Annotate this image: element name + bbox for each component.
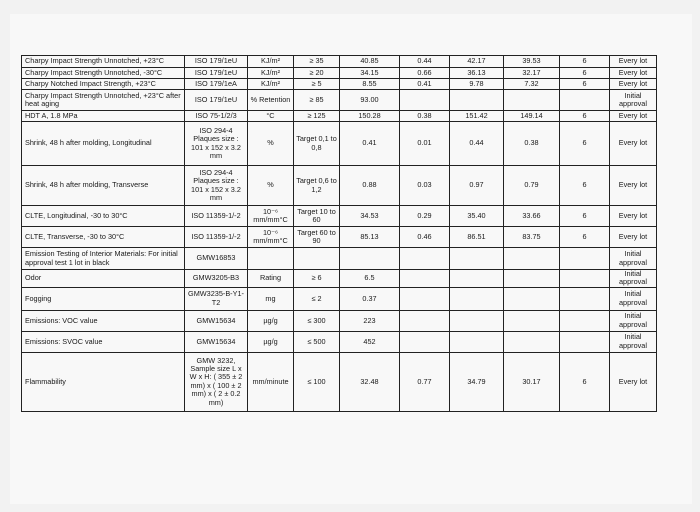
cell-spec: ≥ 20 <box>294 68 340 79</box>
cell-property: Charpy Notched Impact Strength, +23°C <box>22 79 185 90</box>
cell-n: 6 <box>560 122 610 166</box>
cell-property: HDT A, 1.8 MPa <box>22 111 185 122</box>
cell-freq: Every lot <box>610 79 657 90</box>
cell-max: 42.17 <box>450 56 504 68</box>
cell-method: ISO 179/1eA <box>185 79 248 90</box>
cell-max: 86.51 <box>450 227 504 248</box>
cell-unit: Rating <box>248 270 294 288</box>
cell-property: Charpy Impact Strength Unnotched, +23°C after heat aging <box>22 90 185 111</box>
cell-avg: 40.85 <box>340 56 400 68</box>
cell-spec: ≤ 100 <box>294 352 340 411</box>
cell-max: 9.78 <box>450 79 504 90</box>
cell-property: Emission Testing of Interior Materials: For initial approval test 1 lot in black <box>22 248 185 270</box>
cell-max <box>450 270 504 288</box>
table-row <box>22 166 657 206</box>
cell-min <box>504 248 560 270</box>
cell-spec: ≤ 300 <box>294 310 340 331</box>
cell-sd: 0.01 <box>400 122 450 166</box>
cell-min: 39.53 <box>504 56 560 68</box>
cell-n: 6 <box>560 227 610 248</box>
cell-method: ISO 179/1eU <box>185 90 248 111</box>
cell-property: Shrink, 48 h after molding, Transverse <box>22 166 185 206</box>
cell-n <box>560 248 610 270</box>
cell-spec: ≥ 6 <box>294 270 340 288</box>
table-row <box>22 79 657 90</box>
cell-freq: Every lot <box>610 352 657 411</box>
cell-sd <box>400 248 450 270</box>
cell-max <box>450 310 504 331</box>
cell-spec: ≥ 5 <box>294 79 340 90</box>
cell-sd <box>400 310 450 331</box>
cell-freq: Every lot <box>610 206 657 227</box>
cell-unit: mm/minute <box>248 352 294 411</box>
cell-n: 6 <box>560 68 610 79</box>
cell-max: 35.40 <box>450 206 504 227</box>
cell-max: 151.42 <box>450 111 504 122</box>
cell-freq: Every lot <box>610 111 657 122</box>
cell-max <box>450 248 504 270</box>
cell-n <box>560 331 610 352</box>
cell-avg: 34.53 <box>340 206 400 227</box>
table-row <box>22 352 657 411</box>
cell-spec: Target 0,1 to 0,8 <box>294 122 340 166</box>
cell-max: 34.79 <box>450 352 504 411</box>
cell-n: 6 <box>560 56 610 68</box>
cell-sd: 0.46 <box>400 227 450 248</box>
cell-freq: Every lot <box>610 122 657 166</box>
cell-unit: % <box>248 122 294 166</box>
cell-unit: % <box>248 166 294 206</box>
cell-method: ISO 11359-1/-2 <box>185 206 248 227</box>
cell-method: GMW15634 <box>185 331 248 352</box>
cell-property: Emissions: VOC value <box>22 310 185 331</box>
cell-property: Odor <box>22 270 185 288</box>
cell-method: ISO 294-4 Plaques size : 101 x 152 x 3.2 mm <box>185 166 248 206</box>
cell-min <box>504 331 560 352</box>
cell-n <box>560 310 610 331</box>
cell-n: 6 <box>560 206 610 227</box>
cell-property: Charpy Impact Strength Unnotched, +23°C <box>22 56 185 68</box>
cell-sd <box>400 270 450 288</box>
table-row <box>22 331 657 352</box>
cell-property: Charpy Impact Strength Unnotched, -30°C <box>22 68 185 79</box>
table-row <box>22 56 657 68</box>
cell-avg: 32.48 <box>340 352 400 411</box>
cell-spec: ≥ 125 <box>294 111 340 122</box>
cell-freq: Initial approval <box>610 270 657 288</box>
cell-method: GMW3205-B3 <box>185 270 248 288</box>
cell-unit: % Retention <box>248 90 294 111</box>
cell-freq: Initial approval <box>610 310 657 331</box>
cell-unit: KJ/m² <box>248 79 294 90</box>
cell-method: GMW15634 <box>185 310 248 331</box>
cell-method: GMW16853 <box>185 248 248 270</box>
cell-unit: KJ/m² <box>248 68 294 79</box>
cell-sd: 0.41 <box>400 79 450 90</box>
cell-method: GMW3235-B-Y1-T2 <box>185 287 248 310</box>
cell-avg: 34.15 <box>340 68 400 79</box>
cell-unit: µg/g <box>248 310 294 331</box>
cell-sd: 0.03 <box>400 166 450 206</box>
table-row <box>22 248 657 270</box>
cell-min <box>504 90 560 111</box>
cell-unit <box>248 248 294 270</box>
cell-method: ISO 11359-1/-2 <box>185 227 248 248</box>
cell-freq: Initial approval <box>610 248 657 270</box>
cell-min: 0.38 <box>504 122 560 166</box>
cell-unit: 10⁻⁶ mm/mm°C <box>248 227 294 248</box>
cell-freq: Initial approval <box>610 331 657 352</box>
cell-method: ISO 179/1eU <box>185 56 248 68</box>
cell-sd: 0.29 <box>400 206 450 227</box>
test-results-table <box>21 55 657 412</box>
cell-avg <box>340 248 400 270</box>
cell-sd: 0.66 <box>400 68 450 79</box>
cell-n <box>560 287 610 310</box>
cell-spec <box>294 248 340 270</box>
cell-spec: ≤ 2 <box>294 287 340 310</box>
cell-property: Emissions: SVOC value <box>22 331 185 352</box>
cell-min: 32.17 <box>504 68 560 79</box>
cell-freq: Every lot <box>610 68 657 79</box>
table-row <box>22 270 657 288</box>
cell-avg: 150.28 <box>340 111 400 122</box>
cell-min: 33.66 <box>504 206 560 227</box>
cell-freq: Every lot <box>610 166 657 206</box>
cell-n: 6 <box>560 111 610 122</box>
cell-max <box>450 90 504 111</box>
table-row <box>22 206 657 227</box>
cell-freq: Initial approval <box>610 287 657 310</box>
table-row <box>22 122 657 166</box>
cell-min: 0.79 <box>504 166 560 206</box>
cell-n: 6 <box>560 166 610 206</box>
cell-sd: 0.77 <box>400 352 450 411</box>
cell-avg: 6.5 <box>340 270 400 288</box>
cell-freq: Every lot <box>610 227 657 248</box>
cell-unit: µg/g <box>248 331 294 352</box>
cell-sd <box>400 331 450 352</box>
cell-min: 7.32 <box>504 79 560 90</box>
cell-spec: ≤ 500 <box>294 331 340 352</box>
table-row <box>22 68 657 79</box>
cell-spec: Target 60 to 90 <box>294 227 340 248</box>
cell-avg: 452 <box>340 331 400 352</box>
cell-max <box>450 287 504 310</box>
cell-sd: 0.44 <box>400 56 450 68</box>
cell-unit: °C <box>248 111 294 122</box>
cell-property: CLTE, Longitudinal, -30 to 30°C <box>22 206 185 227</box>
cell-spec: Target 0,6 to 1,2 <box>294 166 340 206</box>
cell-avg: 0.88 <box>340 166 400 206</box>
cell-min: 30.17 <box>504 352 560 411</box>
cell-min: 149.14 <box>504 111 560 122</box>
cell-method: GMW 3232, Sample size L x W x H: ( 355 ± 2 mm) x ( 100 ± 2 mm) x ( 2 ± 0.2 mm) <box>185 352 248 411</box>
cell-freq: Every lot <box>610 56 657 68</box>
cell-property: CLTE, Transverse, -30 to 30°C <box>22 227 185 248</box>
cell-sd: 0.38 <box>400 111 450 122</box>
cell-avg: 85.13 <box>340 227 400 248</box>
cell-min: 83.75 <box>504 227 560 248</box>
cell-unit: mg <box>248 287 294 310</box>
table-row <box>22 287 657 310</box>
cell-n: 6 <box>560 79 610 90</box>
cell-method: ISO 75-1/2/3 <box>185 111 248 122</box>
cell-property: Flammability <box>22 352 185 411</box>
cell-method: ISO 294-4 Plaques size : 101 x 152 x 3.2 mm <box>185 122 248 166</box>
cell-sd <box>400 287 450 310</box>
cell-avg: 8.55 <box>340 79 400 90</box>
table-row <box>22 90 657 111</box>
cell-min <box>504 310 560 331</box>
cell-unit: KJ/m² <box>248 56 294 68</box>
cell-max: 0.44 <box>450 122 504 166</box>
cell-avg: 93.00 <box>340 90 400 111</box>
cell-avg: 0.37 <box>340 287 400 310</box>
table-row <box>22 111 657 122</box>
cell-spec: ≥ 35 <box>294 56 340 68</box>
cell-avg: 0.41 <box>340 122 400 166</box>
cell-min <box>504 270 560 288</box>
cell-property: Fogging <box>22 287 185 310</box>
table-row <box>22 227 657 248</box>
cell-max: 0.97 <box>450 166 504 206</box>
cell-n: 6 <box>560 352 610 411</box>
cell-unit: 10⁻⁶ mm/mm°C <box>248 206 294 227</box>
table-row <box>22 310 657 331</box>
cell-max <box>450 331 504 352</box>
cell-method: ISO 179/1eU <box>185 68 248 79</box>
cell-property: Shrink, 48 h after molding, Longitudinal <box>22 122 185 166</box>
cell-max: 36.13 <box>450 68 504 79</box>
cell-n <box>560 90 610 111</box>
cell-min <box>504 287 560 310</box>
cell-sd <box>400 90 450 111</box>
cell-spec: ≥ 85 <box>294 90 340 111</box>
cell-n <box>560 270 610 288</box>
cell-spec: Target 10 to 60 <box>294 206 340 227</box>
cell-freq: Initial approval <box>610 90 657 111</box>
cell-avg: 223 <box>340 310 400 331</box>
